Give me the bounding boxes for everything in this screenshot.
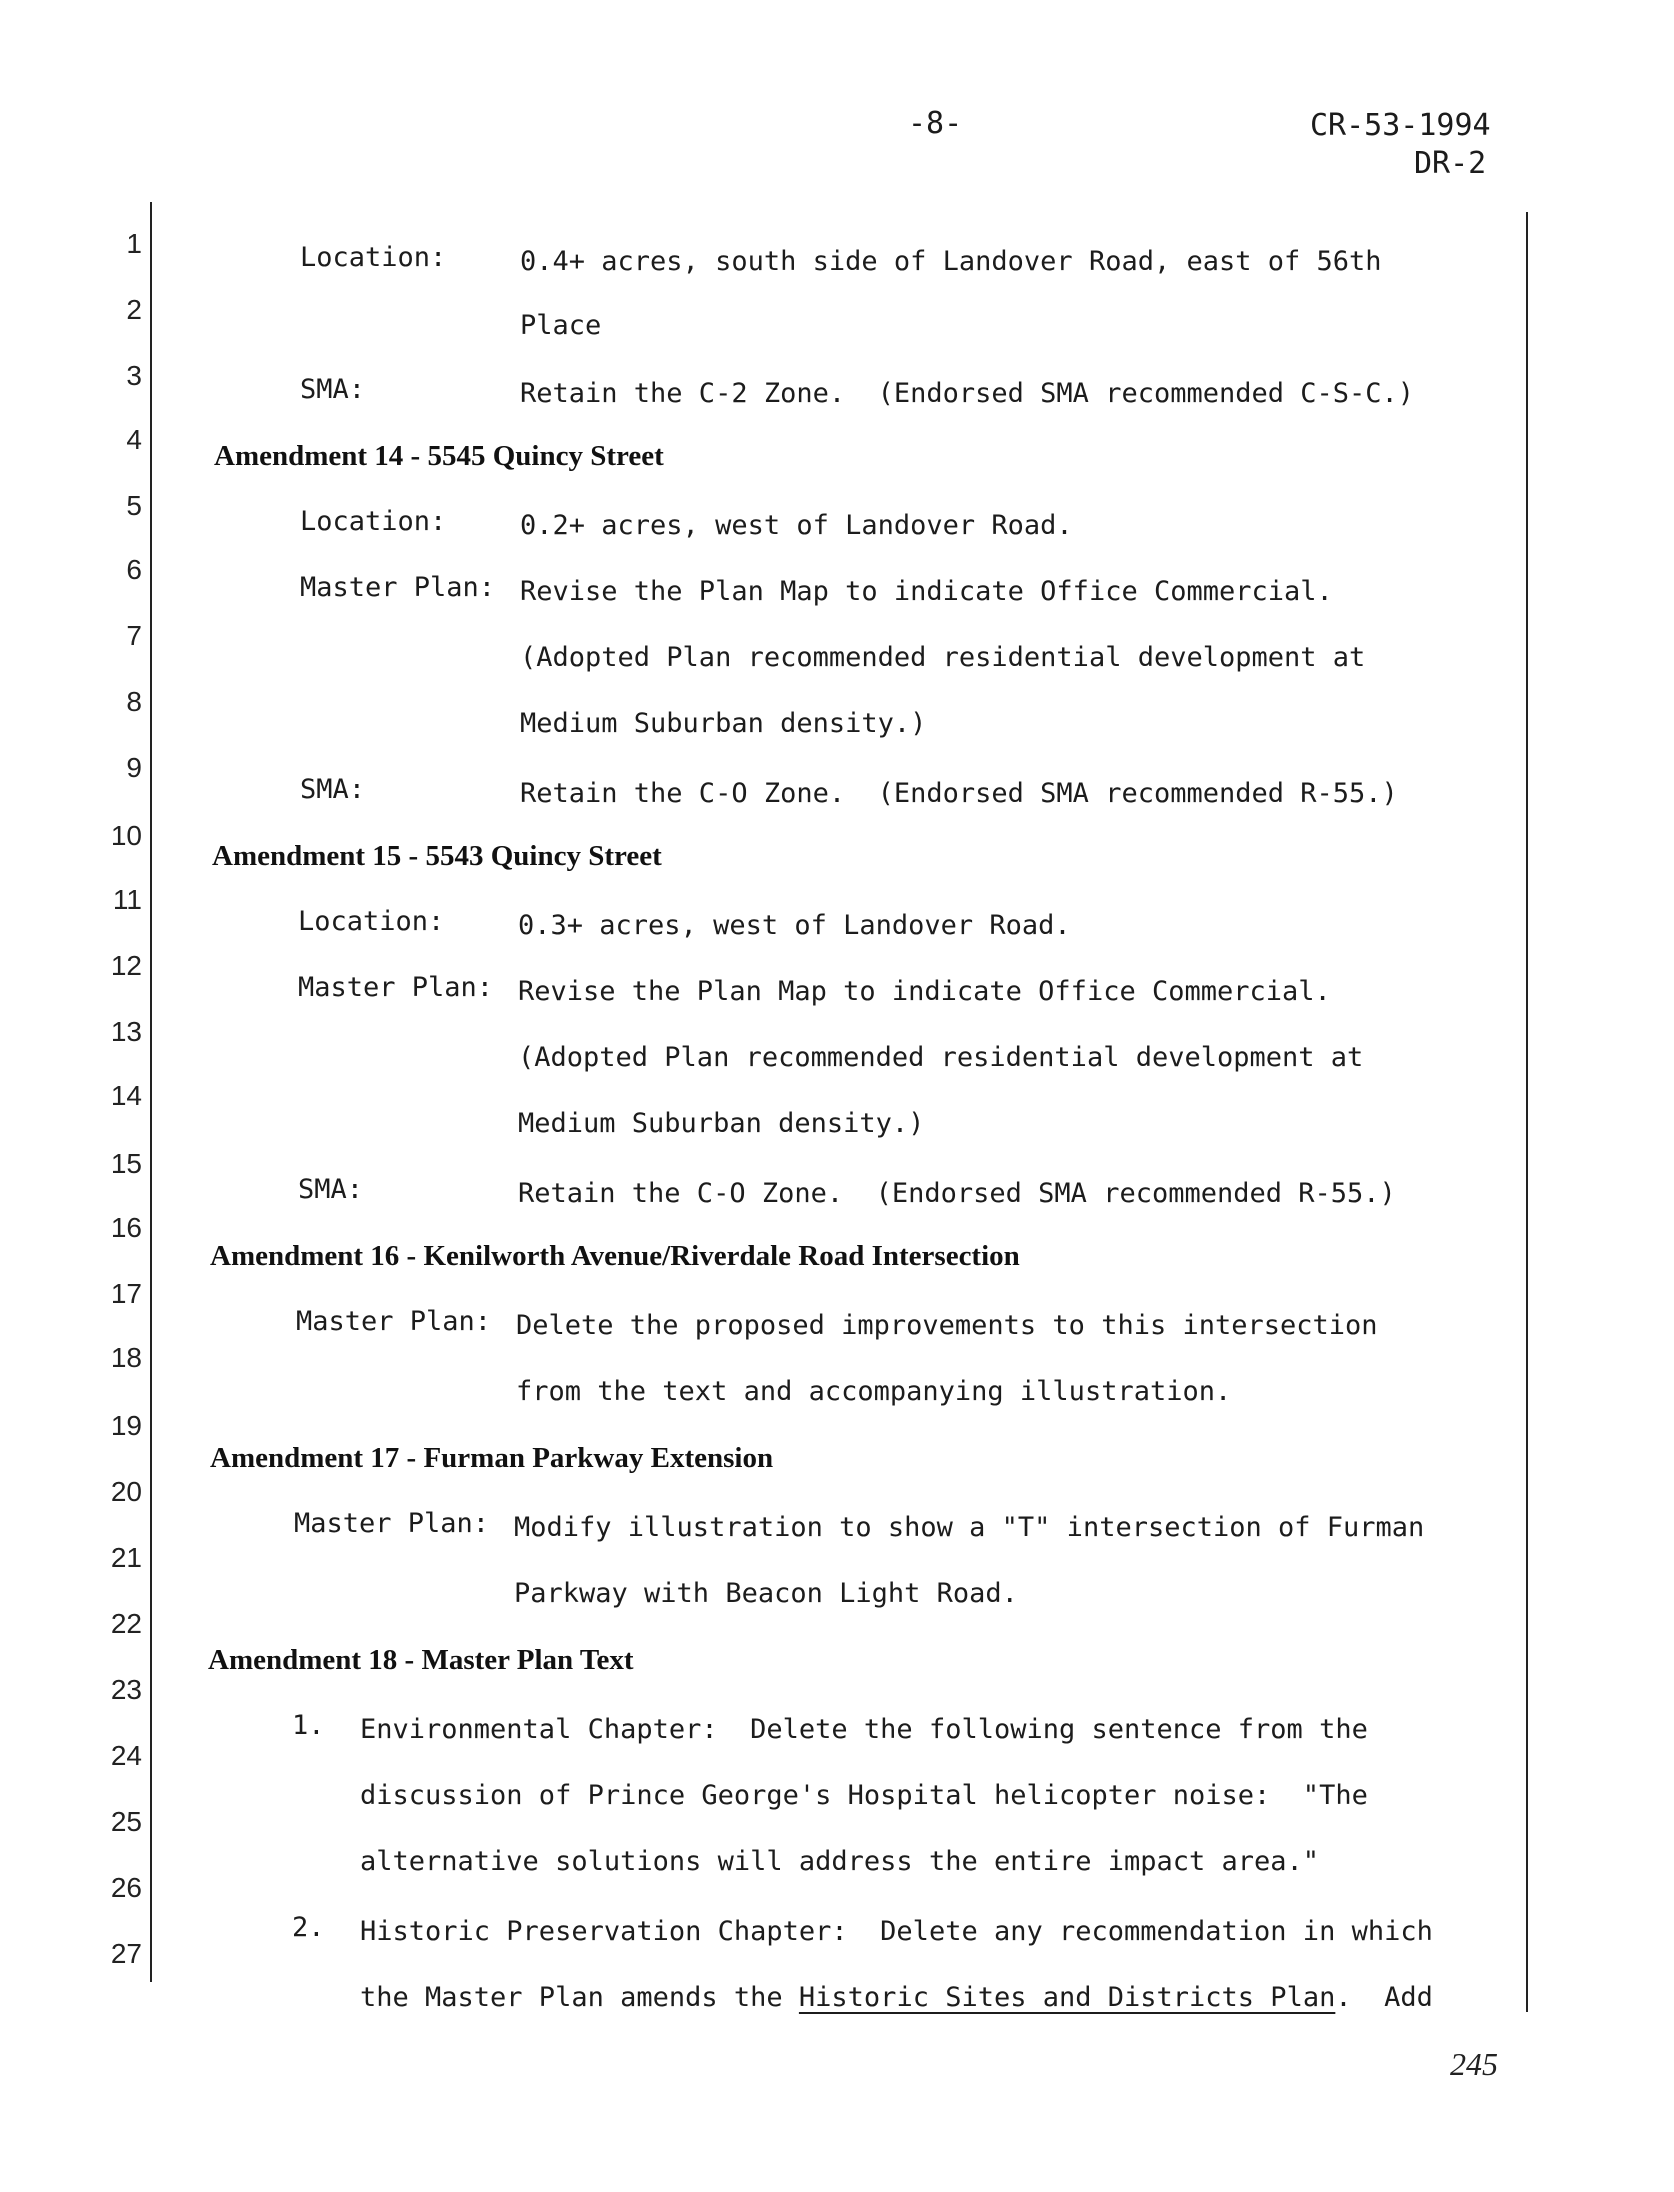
line-number: 3	[126, 360, 142, 391]
line-number: 17	[110, 1278, 142, 1309]
line-number: 4	[126, 424, 142, 455]
line-number: 24	[110, 1740, 142, 1771]
sma-text: Retain the C-O Zone. (Endorsed SMA recommended R-55.)	[518, 1178, 1396, 1209]
line-number: 23	[110, 1674, 142, 1705]
master-plan-text: Delete the proposed improvements to this intersection	[516, 1310, 1378, 1341]
master-plan-text: Revise the Plan Map to indicate Office Commercial.	[520, 576, 1333, 607]
line-number: 12	[110, 950, 142, 981]
line-number: 22	[110, 1608, 142, 1639]
master-plan-text: from the text and accompanying illustration.	[516, 1376, 1232, 1407]
line-number: 9	[126, 752, 142, 783]
master-plan-text: Parkway with Beacon Light Road.	[514, 1578, 1018, 1609]
line-number: 10	[110, 820, 142, 851]
master-plan-label: Master Plan:	[298, 972, 494, 1003]
amendment-14-heading: Amendment 14 - 5545 Quincy Street	[214, 440, 664, 472]
line-number: 6	[126, 554, 142, 585]
master-plan-text: (Adopted Plan recommended residential development at	[520, 642, 1366, 673]
list-item-text-part: the Master Plan amends the	[360, 1982, 799, 2013]
page-marker: -8-	[908, 106, 963, 141]
location-text: 0.4+ acres, south side of Landover Road, east of 56th	[520, 246, 1382, 277]
master-plan-label: Master Plan:	[294, 1508, 490, 1539]
master-plan-text: Medium Suburban density.)	[518, 1108, 925, 1139]
line-number: 13	[110, 1016, 142, 1047]
document-number: CR-53-1994	[1310, 108, 1491, 143]
line-number: 14	[110, 1080, 142, 1111]
master-plan-label: Master Plan:	[300, 572, 496, 603]
list-item-number: 2.	[292, 1912, 325, 1943]
list-item-text: Environmental Chapter: Delete the following sentence from the	[360, 1714, 1368, 1745]
line-number: 16	[110, 1212, 142, 1243]
sma-label: SMA:	[300, 774, 366, 805]
master-plan-text: Medium Suburban density.)	[520, 708, 927, 739]
location-label: Location:	[300, 242, 447, 273]
list-item-number: 1.	[292, 1710, 325, 1741]
location-label: Location:	[298, 906, 445, 937]
line-number: 18	[110, 1342, 142, 1373]
draft-label: DR-2	[1414, 146, 1487, 181]
list-item-text: alternative solutions will address the entire impact area."	[360, 1846, 1320, 1877]
line-number: 11	[112, 884, 142, 915]
master-plan-label: Master Plan:	[296, 1306, 492, 1337]
right-margin-rule	[1526, 212, 1528, 2012]
amendment-16-heading: Amendment 16 - Kenilworth Avenue/Riverdale Road Intersection	[210, 1240, 1020, 1272]
list-item-text	[360, 1982, 1433, 2014]
location-text: Place	[520, 310, 602, 341]
amendment-15-heading: Amendment 15 - 5543 Quincy Street	[212, 840, 662, 872]
line-number: 7	[126, 620, 142, 651]
location-text: 0.2+ acres, west of Landover Road.	[520, 510, 1073, 541]
location-text: 0.3+ acres, west of Landover Road.	[518, 910, 1071, 941]
line-number: 27	[110, 1938, 142, 1969]
amendment-18-heading: Amendment 18 - Master Plan Text	[208, 1644, 634, 1676]
amendment-17-heading: Amendment 17 - Furman Parkway Extension	[210, 1442, 774, 1474]
plan-title-underlined: Historic Sites and Districts Plan	[798, 1982, 1336, 2013]
line-number: 20	[110, 1476, 142, 1507]
line-number: 21	[110, 1542, 142, 1573]
master-plan-text: Modify illustration to show a "T" intersection of Furman	[514, 1512, 1425, 1543]
sma-label: SMA:	[300, 374, 366, 405]
sma-text: Retain the C-2 Zone. (Endorsed SMA recommended C-S-C.)	[520, 378, 1415, 409]
line-number: 26	[110, 1872, 142, 1903]
sma-label: SMA:	[298, 1174, 364, 1205]
line-number: 19	[110, 1410, 142, 1441]
master-plan-text: Revise the Plan Map to indicate Office Commercial.	[518, 976, 1331, 1007]
list-item-text: discussion of Prince George's Hospital helicopter noise: "The	[360, 1780, 1368, 1811]
line-number: 8	[126, 686, 142, 717]
line-number: 2	[126, 294, 142, 325]
list-item-text-part: . Add	[1335, 1982, 1433, 2013]
sma-text: Retain the C-O Zone. (Endorsed SMA recommended R-55.)	[520, 778, 1398, 809]
list-item-text: Historic Preservation Chapter: Delete any recommendation in which	[360, 1916, 1433, 1947]
line-number: 1	[126, 228, 142, 259]
page-number: 245	[1450, 2046, 1498, 2082]
line-number: 25	[110, 1806, 142, 1837]
location-label: Location:	[300, 506, 447, 537]
line-number: 5	[126, 490, 142, 521]
line-number: 15	[110, 1148, 142, 1179]
left-margin-rule	[150, 202, 152, 1982]
master-plan-text: (Adopted Plan recommended residential development at	[518, 1042, 1364, 1073]
